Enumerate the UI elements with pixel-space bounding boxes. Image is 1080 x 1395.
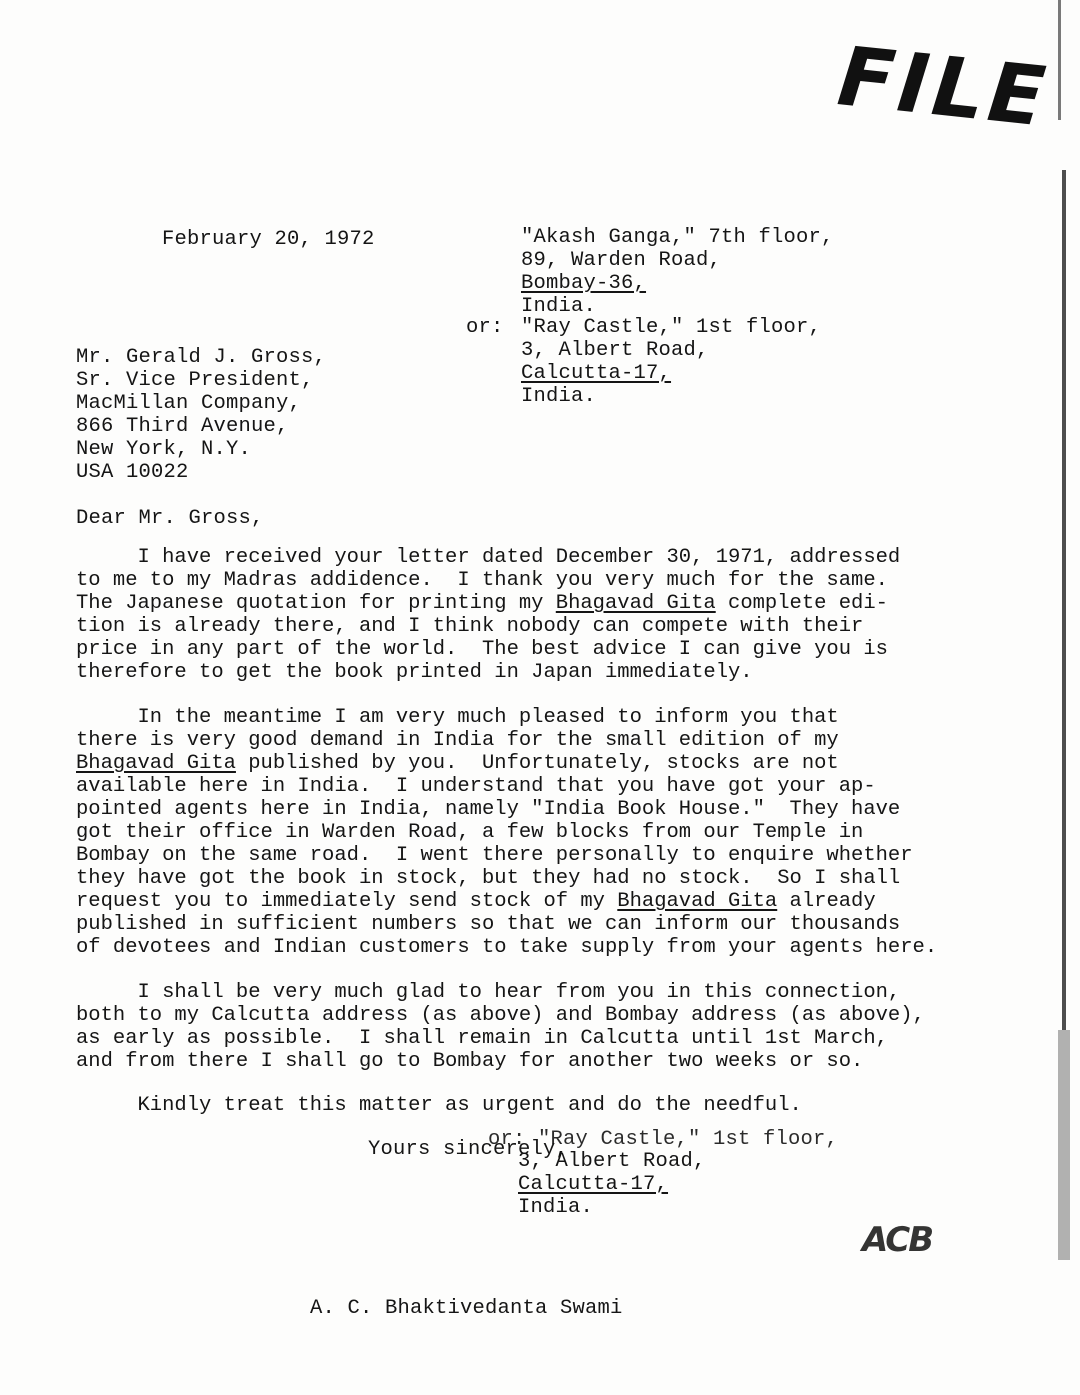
paragraph-3 [76, 981, 1046, 1073]
body-line: available here in India. I understand that you have got your ap- [76, 775, 876, 798]
body-line: pointed agents here in India, namely "India Book House." They have [76, 798, 901, 821]
closing-overprint-line-2: 3, Albert Road, [518, 1150, 706, 1173]
body-line: Kindly treat this matter as urgent and do the needful. [76, 1094, 802, 1117]
alt-address-prefix: or: [466, 316, 504, 339]
alt-address-line-3: Calcutta-17, [521, 362, 672, 385]
body-line: price in any part of the world. The best advice I can give you is [76, 638, 888, 661]
body-line: as early as possible. I shall remain in Calcutta until 1st March, [76, 1027, 888, 1050]
body-line: I shall be very much glad to hear from you in this connection, [76, 981, 901, 1004]
recipient-line-4: 866 Third Avenue, [76, 415, 289, 438]
recipient-line-1: Mr. Gerald J. Gross, [76, 346, 327, 369]
sender-address-line-1: "Akash Ganga," 7th floor, [521, 226, 834, 249]
body-line: there is very good demand in India for the small edition of my [76, 729, 839, 752]
file-stamp: FILE [833, 29, 1054, 146]
recipient-line-5: New York, N.Y. [76, 438, 252, 461]
paragraph-2 [76, 706, 1046, 959]
body-line: I have received your letter dated December 30, 1971, addressed [76, 546, 901, 569]
body-line: Bhagavad Gita published by you. Unfortunately, stocks are not [76, 752, 839, 775]
body-line: to me to my Madras addidence. I thank you very much for the same. [76, 569, 888, 592]
signatory-name: A. C. Bhaktivedanta Swami [310, 1297, 623, 1320]
book-title: Bhagavad Gita [555, 592, 716, 615]
alt-address-line-1: "Ray Castle," 1st floor, [521, 316, 822, 339]
closing-overprint-line-4: India. [518, 1196, 594, 1219]
closing-overprint-line-1: or: "Ray Castle," 1st floor, [488, 1128, 839, 1151]
recipient-line-3: MacMillan Company, [76, 392, 302, 415]
body-line: Bombay on the same road. I went there personally to enquire whether [76, 844, 913, 867]
body-line: request you to immediately send stock of my Bhagavad Gita already [76, 890, 876, 913]
body-line: In the meantime I am very much pleased to inform you that [76, 706, 839, 729]
closing-overprint-line-3: Calcutta-17, [518, 1173, 669, 1196]
paragraph-4 [76, 1094, 1046, 1117]
body-line: tion is already there, and I think nobody can compete with their [76, 615, 864, 638]
body-line: and from there I shall go to Bombay for another two weeks or so. [76, 1050, 864, 1073]
body-line: they have got the book in stock, but they had no stock. So I shall [76, 867, 901, 890]
paragraph-1 [76, 546, 1046, 684]
scan-edge-lower [1058, 1030, 1070, 1260]
sender-address-line-2: 89, Warden Road, [521, 249, 722, 272]
book-title: Bhagavad Gita [76, 752, 236, 775]
book-title: Bhagavad Gita [617, 890, 778, 913]
alt-address-line-4: India. [521, 385, 597, 408]
salutation: Dear Mr. Gross, [76, 507, 264, 530]
closing-yours: Yours sincerely, [368, 1138, 569, 1161]
body-line: both to my Calcutta address (as above) and Bombay address (as above), [76, 1004, 925, 1027]
scan-edge-top [1058, 0, 1061, 120]
scan-edge-right [1062, 170, 1066, 1030]
sender-address-line-3: Bombay-36, [521, 272, 647, 295]
recipient-line-2: Sr. Vice President, [76, 369, 314, 392]
signature-mark: ACB [862, 1220, 933, 1260]
alt-address-line-2: 3, Albert Road, [521, 339, 709, 362]
body-line: therefore to get the book printed in Japan immediately. [76, 661, 753, 684]
sender-address-line-4: India. [521, 295, 597, 318]
body-line: The Japanese quotation for printing my Bhagavad Gita complete edi- [76, 592, 888, 615]
recipient-line-6: USA 10022 [76, 461, 189, 484]
body-line: published in sufficient numbers so that we can inform our thousands [76, 913, 901, 936]
letter-date: February 20, 1972 [162, 228, 375, 251]
body-line: got their office in Warden Road, a few blocks from our Temple in [76, 821, 864, 844]
body-line: of devotees and Indian customers to take supply from your agents here. [76, 936, 938, 959]
